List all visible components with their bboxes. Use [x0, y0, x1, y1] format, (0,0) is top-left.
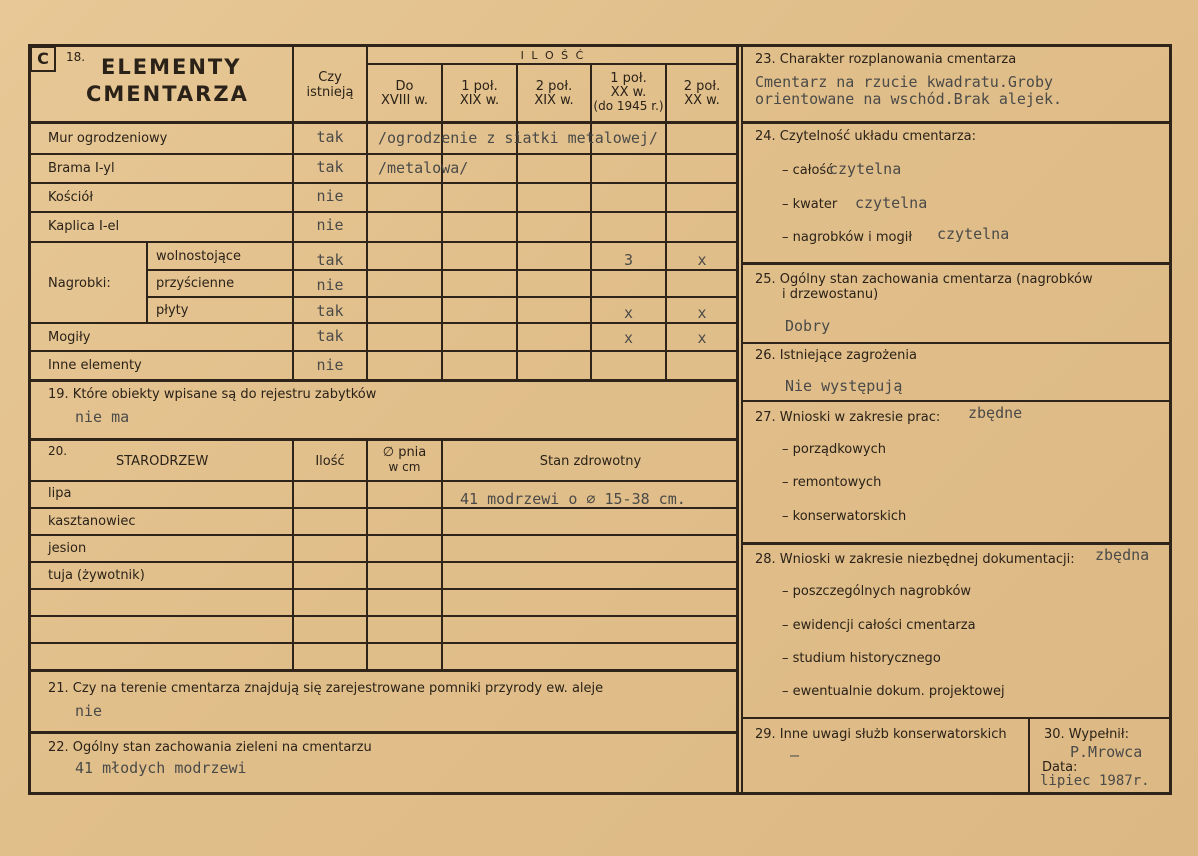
s24-item-label: – całość: [782, 163, 834, 178]
s19-label: 19. Które obiekty wpisane są do rejestru zabytków: [48, 387, 377, 402]
frame-bottom: [28, 792, 1172, 795]
s20-row-line: [28, 588, 738, 590]
czy-value: tak: [316, 251, 344, 269]
plyty-p5: x: [697, 304, 707, 322]
tree-label: jesion: [48, 541, 87, 556]
s24-item-label: – nagrobków i mogił: [782, 230, 913, 245]
s18-header-bottom: [28, 121, 738, 124]
czy-value: nie: [316, 276, 344, 294]
s29-label: 29. Inne uwagi służb konserwatorskich: [755, 727, 1007, 742]
period-col-5-line1: 2 poł.: [683, 79, 721, 94]
s18-row-line: [28, 182, 738, 184]
czy-value: nie: [316, 356, 344, 374]
ilosc-header: I L O Ś Ć: [520, 49, 586, 62]
s26-label: 26. Istniejące zagrożenia: [755, 348, 917, 363]
s30-date-label: Data:: [1042, 760, 1078, 775]
frame-top: [28, 44, 1172, 47]
tree-label: kasztanowiec: [48, 514, 136, 529]
row-label: Mur ogrodzeniowy: [48, 131, 168, 146]
czy-value: tak: [316, 158, 344, 176]
s28-item: – ewidencji całości cmentarza: [782, 618, 976, 633]
s20-bottom: [28, 669, 738, 672]
s24-item-label: – kwater: [782, 197, 838, 212]
s27-bottom: [741, 542, 1172, 545]
period-col-1-line2: XVIII w.: [380, 93, 428, 108]
s24-label: 24. Czytelność układu cmentarza:: [755, 129, 977, 144]
mur-note: /ogrodzenie z siatki metalowej/: [378, 129, 658, 147]
s20-col-divider: [292, 439, 294, 671]
s18-row-line: [28, 350, 738, 352]
s27-value: zbędne: [968, 404, 1023, 422]
s18-number: 18.: [66, 50, 86, 64]
frame-left: [28, 44, 31, 795]
s20-header-bottom: [28, 480, 738, 482]
s25-bottom: [741, 342, 1172, 344]
czy-value: tak: [316, 302, 344, 320]
s18-row-line: [28, 153, 738, 155]
period-col-1-line1: Do: [395, 79, 414, 94]
s23-bottom: [741, 121, 1172, 124]
czy-value: nie: [316, 216, 344, 234]
s30-value: P.Mrowca: [1070, 743, 1143, 761]
row-group-label: Nagrobki:: [48, 276, 111, 291]
s20-row-line: [28, 534, 738, 536]
s18-title-line2: CMENTARZA: [86, 82, 249, 106]
s20-col-ilosc: Ilość: [315, 454, 345, 469]
frame-right: [1169, 44, 1172, 795]
s23-label: 23. Charakter rozplanowania cmentarza: [755, 52, 1017, 67]
row-label: Kościół: [48, 190, 94, 205]
s20-row-line: [28, 642, 738, 644]
s28-item: – ewentualnie dokum. projektowej: [782, 684, 1005, 699]
s23-value-line1: Cmentarz na rzucie kwadratu.Groby: [755, 73, 1054, 91]
row-label: Mogiły: [48, 330, 91, 345]
row-label: wolnostojące: [156, 249, 241, 264]
period-col-4-line3: (do 1945 r.): [593, 99, 664, 113]
s28-bottom: [741, 717, 1172, 719]
s20-stan-value: 41 modrzewi o ∅ 15-38 cm.: [460, 490, 686, 508]
brama-note: /metalowa/: [378, 159, 469, 177]
s28-item: – poszczególnych nagrobków: [782, 584, 972, 599]
s28-value: zbędna: [1095, 546, 1150, 564]
s20-col-divider: [366, 439, 368, 671]
s24-item-value: czytelna: [855, 194, 928, 212]
s27-item: – konserwatorskich: [782, 509, 907, 524]
period-col-5-line2: XX w.: [684, 93, 720, 108]
s29-s30-divider: [1028, 718, 1030, 794]
center-divider-left: [736, 44, 739, 795]
s20-col-pnia-line1: ∅ pnia: [382, 445, 427, 460]
period-col-2-line1: 1 poł.: [461, 79, 498, 94]
czy-value: tak: [316, 128, 344, 146]
row-label: Inne elementy: [48, 358, 142, 373]
s19-bottom: [28, 438, 738, 441]
s18-col-divider: [516, 64, 518, 382]
s20-number: 20.: [48, 444, 68, 458]
ilosc-underline: [366, 63, 738, 65]
nagrobki-wolno-p5: x: [697, 251, 707, 269]
s26-value: Nie występują: [785, 377, 903, 395]
s18-title-line1: ELEMENTY: [101, 55, 242, 79]
row-label: Brama I-yl: [48, 161, 115, 176]
s26-bottom: [741, 400, 1172, 402]
s22-value: 41 młodych modrzewi: [75, 759, 247, 777]
s20-col-pnia-line2: w cm: [388, 460, 421, 474]
s18-row-line: [146, 296, 738, 298]
center-divider-right: [741, 44, 743, 795]
section-letter-box: C: [30, 46, 56, 72]
s20-row-line: [28, 561, 738, 563]
s28-item: – studium historycznego: [782, 651, 941, 666]
s21-bottom: [28, 731, 738, 734]
s18-row-line: [28, 241, 738, 243]
s19-value: nie ma: [75, 408, 130, 426]
s18-bottom: [28, 379, 738, 382]
s24-item-value: czytelna: [937, 225, 1010, 243]
czy-value: tak: [316, 327, 344, 345]
s29-value: –: [790, 746, 800, 764]
s23-value-line2: orientowane na wschód.Brak alejek.: [755, 90, 1063, 108]
s22-label: 22. Ogólny stan zachowania zieleni na cmentarzu: [48, 740, 372, 755]
tree-label: tuja (żywotnik): [48, 568, 145, 583]
s20-col-stan: Stan zdrowotny: [539, 454, 642, 469]
s18-row-line: [28, 322, 738, 324]
s18-row-line: [28, 211, 738, 213]
period-col-3-line2: XIX w.: [534, 93, 574, 108]
s24-bottom: [741, 262, 1172, 265]
s18-row-line: [146, 269, 738, 271]
row-label: Kaplica I-el: [48, 219, 120, 234]
mogily-p4: x: [623, 329, 634, 347]
s24-item-value: czytelna: [829, 160, 902, 178]
nagrobki-wolno-p4: 3: [623, 251, 634, 269]
s20-row-line: [28, 615, 738, 617]
s25-value: Dobry: [785, 317, 831, 335]
s18-col-divider: [441, 64, 443, 382]
row-label: przyścienne: [156, 276, 235, 291]
col-czy-line1: Czy: [318, 70, 342, 85]
s27-item: – porządkowych: [782, 442, 886, 457]
s30-date-value: lipiec 1987r.: [1040, 773, 1150, 789]
s27-label: 27. Wnioski w zakresie prac:: [755, 410, 941, 425]
tree-label: lipa: [48, 486, 72, 501]
s25-label-line2: i drzewostanu): [782, 287, 879, 302]
row-label: płyty: [156, 303, 189, 318]
period-col-4-line1: 1 poł.: [610, 71, 647, 86]
s21-value: nie: [75, 702, 103, 720]
s30-label: 30. Wypełnił:: [1044, 727, 1129, 742]
czy-value: nie: [316, 187, 344, 205]
s28-label: 28. Wnioski w zakresie niezbędnej dokumentacji:: [755, 552, 1075, 567]
plyty-p4: x: [623, 304, 634, 322]
mogily-p5: x: [697, 329, 707, 347]
s21-label: 21. Czy na terenie cmentarza znajdują się zarejestrowane pomniki przyrody ew. aleje: [48, 681, 604, 696]
period-col-3-line1: 2 poł.: [535, 79, 573, 94]
s25-label-line1: 25. Ogólny stan zachowania cmentarza (nagrobków: [755, 272, 1093, 287]
s20-col-divider: [441, 439, 443, 671]
nagrobki-divider: [146, 241, 148, 323]
col-czy-line2: istnieją: [306, 85, 354, 100]
s27-item: – remontowych: [782, 475, 882, 490]
period-col-4-line2: XX w.: [610, 85, 647, 100]
period-col-2-line2: XIX w.: [459, 93, 500, 108]
s20-title: STARODRZEW: [116, 454, 209, 469]
